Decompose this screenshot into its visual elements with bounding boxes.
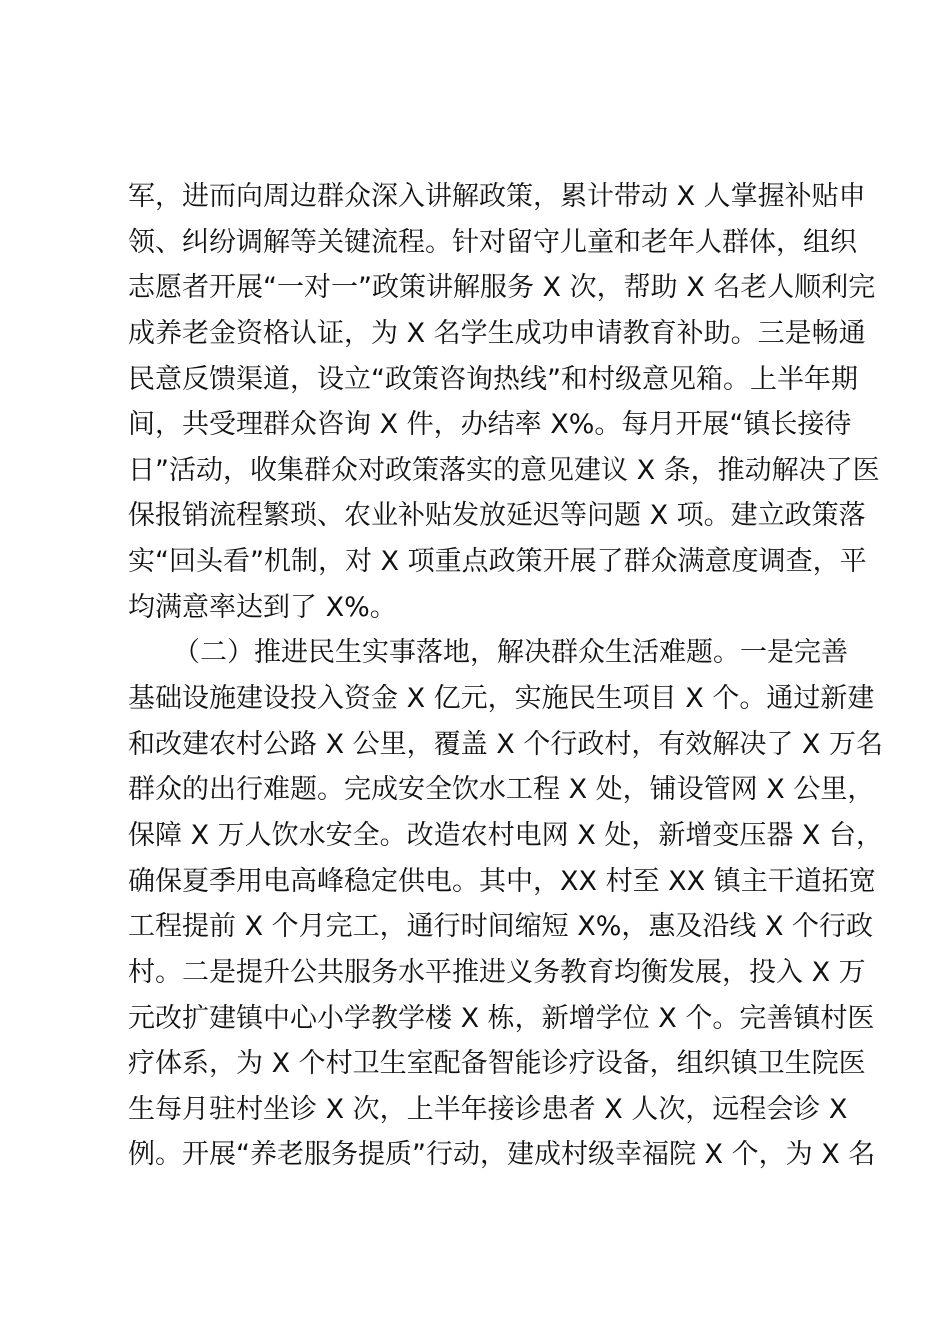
text-line: 志愿者开展“一对一”政策讲解服务 X 次，帮助 X 名老人顺利完 <box>128 272 876 304</box>
body-text <box>128 174 883 1178</box>
text-line: 军，进而向周边群众深入讲解政策，累计带动 X 人掌握补贴申 <box>128 181 866 212</box>
text-line: 生每月驻村坐诊 X 次，上半年接诊患者 X 人次，远程会诊 X <box>128 1093 848 1125</box>
section-heading-line: （二）推进民生实事落地，解决群众生活难题。一是完善 <box>173 637 848 669</box>
text-line: 保报销流程繁琐、农业补贴发放延迟等问题 X 项。建立政策落 <box>128 500 866 532</box>
text-line: 元改扩建镇中心小学教学楼 X 栋，新增学位 X 个。完善镇村医 <box>128 1002 875 1034</box>
text-line: 保障 X 万人饮水安全。改造农村电网 X 处，新增变压器 X 台， <box>128 819 883 851</box>
paragraph-1 <box>128 174 880 630</box>
text-line: 群众的出行难题。完成安全饮水工程 X 处，铺设管网 X 公里， <box>128 774 875 806</box>
text-line: 间，共受理群众咨询 X 件，办结率 X%。每月开展“镇长接待 <box>128 409 852 441</box>
paragraph-2 <box>128 630 883 1178</box>
text-line: 民意反馈渠道，设立“政策咨询热线”和村级意见箱。上半年期 <box>128 363 858 395</box>
text-line: 成养老金资格认证，为 X 名学生成功申请教育补助。三是畅通 <box>128 317 866 349</box>
text-line: 疗体系，为 X 个村卫生室配备智能诊疗设备，组织镇卫生院医 <box>128 1048 866 1080</box>
text-line: 日”活动，收集群众对政策落实的意见建议 X 条，推动解决了医 <box>128 454 880 486</box>
text-line: 基础设施建设投入资金 X 亿元，实施民生项目 X 个。通过新建 <box>128 683 875 715</box>
text-line: 确保夏季用电高峰稳定供电。其中，XX 村至 XX 镇主干道拓宽 <box>128 865 876 897</box>
text-line: 村。二是提升公共服务水平推进义务教育均衡发展，投入 X 万 <box>128 956 866 988</box>
text-line: 工程提前 X 个月完工，通行时间缩短 X%，惠及沿线 X 个行政 <box>128 911 874 943</box>
text-line: 均满意率达到了 X%。 <box>128 591 397 623</box>
text-line: 例。开展“养老服务提质”行动，建成村级幸福院 X 个，为 X 名 <box>128 1139 876 1171</box>
text-line: 实“回头看”机制，对 X 项重点政策开展了群众满意度调查，平 <box>128 546 867 578</box>
text-line: 和改建农村公路 X 公里，覆盖 X 个行政村，有效解决了 X 万名 <box>128 728 883 760</box>
text-line: 领、纠纷调解等关键流程。针对留守儿童和老年人群体，组织 <box>128 226 857 258</box>
